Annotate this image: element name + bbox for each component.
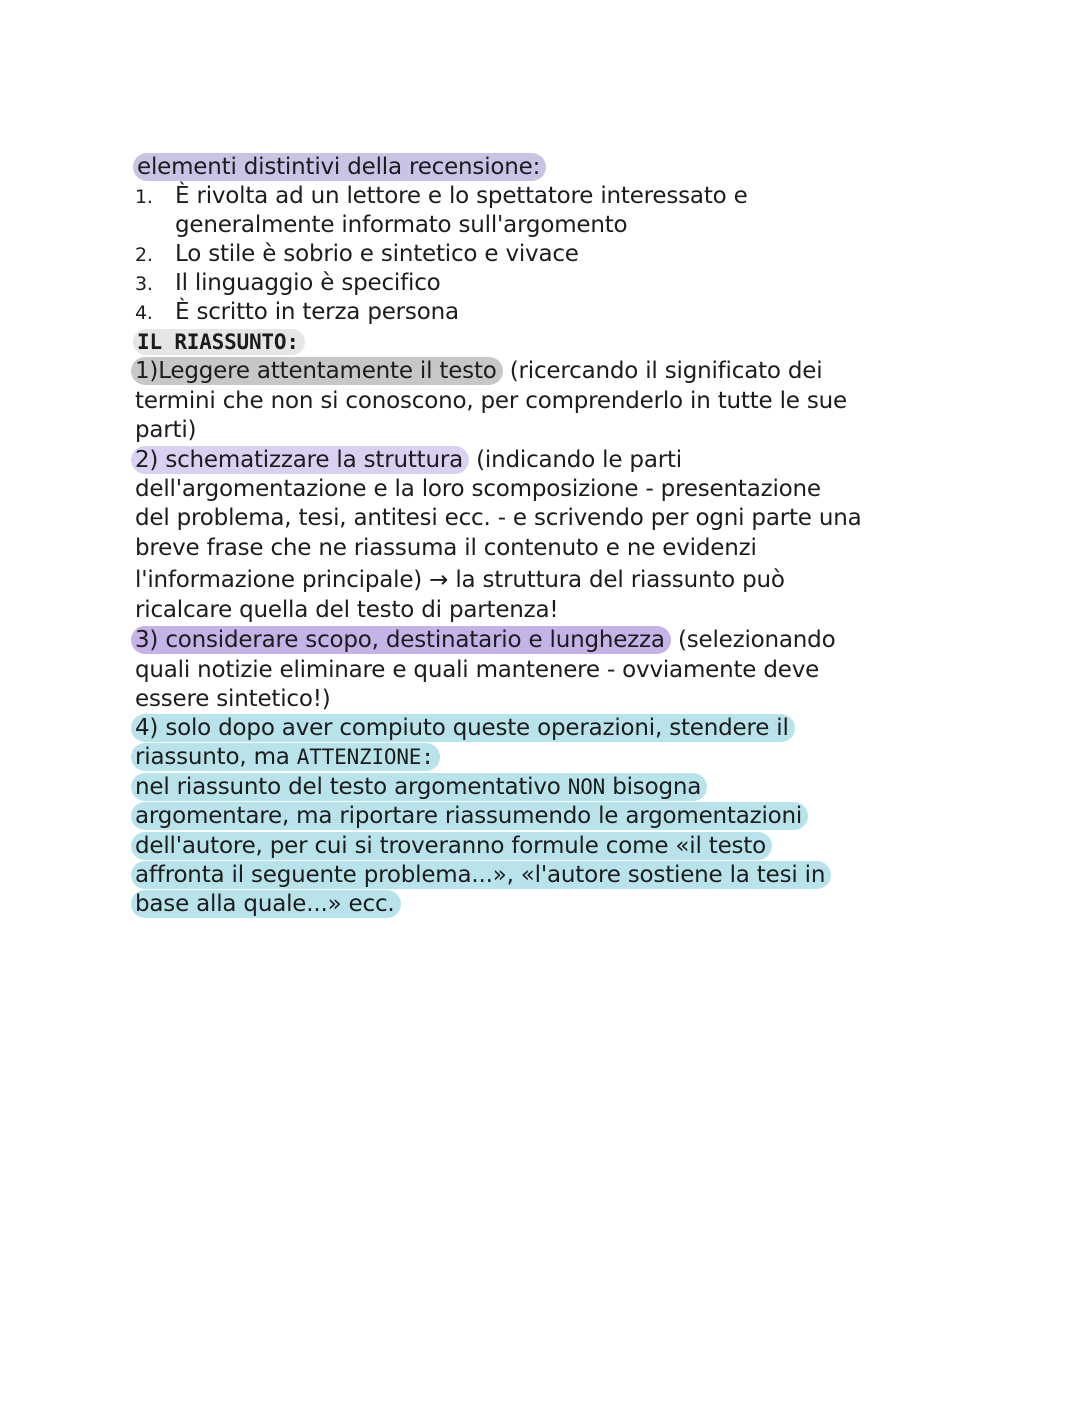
note-highlight-4: affronta il seguente problema...», «l'autore sostiene la tesi in xyxy=(131,861,831,889)
recensione-item-2 xyxy=(135,239,579,270)
step-2-text: breve frase che ne riassuma il contenuto e ne evidenzi xyxy=(135,535,757,561)
step-2-line xyxy=(135,445,682,475)
note-line-2 xyxy=(135,801,808,831)
riassunto-heading: IL RIASSUNTO: xyxy=(133,329,305,355)
item-text: È rivolta ad un lettore e lo spettatore interessato e xyxy=(175,183,748,209)
step-2-line-4 xyxy=(135,533,757,563)
step-4-line xyxy=(135,713,795,743)
note-text: bisogna xyxy=(605,774,702,800)
recensione-item-1 xyxy=(135,181,748,212)
step-2-line-3 xyxy=(135,503,862,533)
step-1-line-2 xyxy=(135,386,847,416)
step-3-rest: (selezionando xyxy=(670,627,836,653)
note-line-1 xyxy=(135,772,707,802)
step-2-line-5 xyxy=(135,565,785,595)
note-highlight-1 xyxy=(131,773,707,801)
step-4-highlight-2 xyxy=(131,743,440,771)
item-number: 4. xyxy=(135,302,153,324)
step-3-text: essere sintetico!) xyxy=(135,686,331,712)
recensione-item-3 xyxy=(135,268,441,299)
note-highlight-5: base alla quale...» ecc. xyxy=(131,890,401,918)
step-2-line-2 xyxy=(135,474,821,504)
note-text: nel riassunto del testo argomentativo xyxy=(135,774,568,800)
item-number: 1. xyxy=(135,186,153,208)
step-3-line-2 xyxy=(135,655,819,685)
recensione-item-1-cont xyxy=(175,210,627,240)
step-1-highlight: 1)Leggere attentamente il testo xyxy=(131,357,503,385)
step-3-highlight: 3) considerare scopo, destinatario e lunghezza xyxy=(131,626,671,654)
note-line-5 xyxy=(135,889,401,919)
recensione-heading-line xyxy=(137,152,546,182)
step-2-text: dell'argomentazione e la loro scomposizione - presentazione xyxy=(135,476,821,502)
note-highlight-2: argomentare, ma riportare riassumendo le argomentazioni xyxy=(131,802,808,830)
step-3-line xyxy=(135,625,835,655)
step-4-text: riassunto, ma xyxy=(135,744,297,770)
step-1-line xyxy=(135,356,822,386)
riassunto-heading-line xyxy=(137,327,305,357)
attenzione-label: ATTENZIONE: xyxy=(296,745,434,769)
item-number: 2. xyxy=(135,244,153,266)
step-2-rest: (indicando le parti xyxy=(469,447,682,473)
step-1-text: termini che non si conoscono, per comprenderlo in tutte le sue xyxy=(135,388,847,414)
note-highlight-3: dell'autore, per cui si troveranno formule come «il testo xyxy=(131,832,772,860)
step-1-text: parti) xyxy=(135,417,197,443)
step-1-rest: (ricercando il significato dei xyxy=(502,358,823,384)
step-4-highlight: 4) solo dopo aver compiuto queste operazioni, stendere il xyxy=(131,714,795,742)
step-2-line-6 xyxy=(135,595,558,625)
item-text: È scritto in terza persona xyxy=(175,299,459,325)
step-1-line-3 xyxy=(135,415,196,445)
non-label: NON xyxy=(567,775,606,799)
step-3-text: quali notizie eliminare e quali mantenere - ovviamente deve xyxy=(135,657,820,683)
recensione-heading: elementi distintivi della recensione: xyxy=(133,153,546,181)
item-number: 3. xyxy=(135,273,153,295)
item-text: generalmente informato sull'argomento xyxy=(175,212,628,238)
step-2-text: ricalcare quella del testo di partenza! xyxy=(135,597,559,623)
item-text: Il linguaggio è specifico xyxy=(175,270,441,296)
step-4-line-2 xyxy=(135,742,440,772)
step-2-highlight: 2) schematizzare la struttura xyxy=(131,446,469,474)
item-text: Lo stile è sobrio e sintetico e vivace xyxy=(175,241,579,267)
step-2-text: l'informazione principale) → la struttura del riassunto può xyxy=(135,567,785,593)
step-2-text: del problema, tesi, antitesi ecc. - e scrivendo per ogni parte una xyxy=(135,505,862,531)
recensione-item-4 xyxy=(135,297,459,328)
note-line-4 xyxy=(135,860,831,890)
step-3-line-3 xyxy=(135,684,331,714)
note-line-3 xyxy=(135,831,772,861)
